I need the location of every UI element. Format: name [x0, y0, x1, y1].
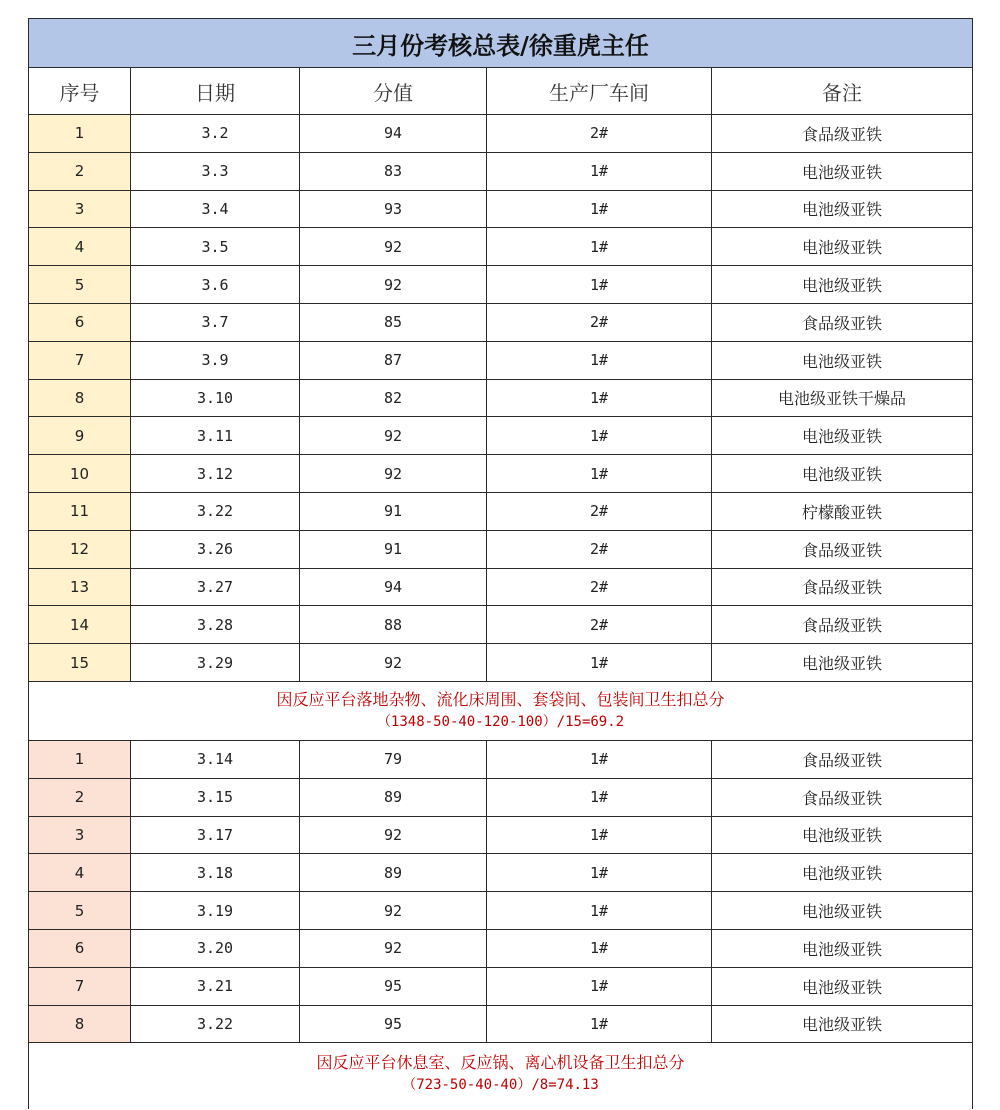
- row-note: 食品级亚铁: [712, 568, 973, 606]
- table-row: [29, 417, 973, 455]
- row-index: 8: [29, 379, 131, 417]
- table-row: [29, 455, 973, 493]
- row-note: 电池级亚铁: [712, 417, 973, 455]
- table-row: [29, 228, 973, 266]
- row-workshop: 1#: [487, 190, 712, 228]
- table-row: [29, 115, 973, 153]
- row-index: 1: [29, 740, 131, 778]
- row-note: 电池级亚铁: [712, 929, 973, 967]
- table-row: [29, 929, 973, 967]
- row-date: 3.17: [131, 816, 300, 854]
- row-note: 电池级亚铁: [712, 228, 973, 266]
- row-index: 12: [29, 530, 131, 568]
- table-row: [29, 303, 973, 341]
- row-workshop: 2#: [487, 492, 712, 530]
- assessment-table: [28, 18, 973, 1109]
- row-index: 3: [29, 190, 131, 228]
- row-date: 3.22: [131, 492, 300, 530]
- table-row: [29, 530, 973, 568]
- row-index: 15: [29, 644, 131, 682]
- row-score: 83: [300, 152, 487, 190]
- row-date: 3.12: [131, 455, 300, 493]
- row-index: 9: [29, 417, 131, 455]
- row-workshop: 1#: [487, 967, 712, 1005]
- row-index: 8: [29, 1005, 131, 1043]
- row-note: 电池级亚铁: [712, 854, 973, 892]
- row-note: 柠檬酸亚铁: [712, 492, 973, 530]
- row-workshop: 2#: [487, 303, 712, 341]
- row-note: 食品级亚铁: [712, 740, 973, 778]
- row-workshop: 1#: [487, 379, 712, 417]
- table-row: [29, 379, 973, 417]
- row-date: 3.10: [131, 379, 300, 417]
- row-index: 4: [29, 854, 131, 892]
- row-index: 2: [29, 778, 131, 816]
- table-row: [29, 967, 973, 1005]
- summary-formula: （723-50-40-40）/8=74.13: [402, 1077, 599, 1094]
- header-workshop: 生产厂车间: [487, 68, 712, 115]
- row-score: 92: [300, 266, 487, 304]
- row-date: 3.14: [131, 740, 300, 778]
- row-date: 3.20: [131, 929, 300, 967]
- row-score: 88: [300, 606, 487, 644]
- row-score: 91: [300, 530, 487, 568]
- row-workshop: 1#: [487, 644, 712, 682]
- row-note: 电池级亚铁: [712, 455, 973, 493]
- row-score: 92: [300, 228, 487, 266]
- row-index: 14: [29, 606, 131, 644]
- row-workshop: 2#: [487, 568, 712, 606]
- summary-row: [29, 681, 973, 740]
- table-row: [29, 816, 973, 854]
- row-score: 91: [300, 492, 487, 530]
- row-date: 3.28: [131, 606, 300, 644]
- row-score: 85: [300, 303, 487, 341]
- row-index: 10: [29, 455, 131, 493]
- row-score: 94: [300, 568, 487, 606]
- row-workshop: 1#: [487, 341, 712, 379]
- row-note: 食品级亚铁: [712, 778, 973, 816]
- row-date: 3.6: [131, 266, 300, 304]
- row-score: 94: [300, 115, 487, 153]
- row-score: 92: [300, 816, 487, 854]
- row-date: 3.19: [131, 892, 300, 930]
- row-score: 82: [300, 379, 487, 417]
- table-body: [29, 19, 973, 1110]
- row-score: 92: [300, 892, 487, 930]
- header-note: 备注: [712, 68, 973, 115]
- row-date: 3.22: [131, 1005, 300, 1043]
- row-score: 92: [300, 644, 487, 682]
- row-note: 电池级亚铁: [712, 341, 973, 379]
- row-workshop: 1#: [487, 740, 712, 778]
- row-note: 电池级亚铁干燥品: [712, 379, 973, 417]
- row-score: 92: [300, 417, 487, 455]
- header-date: 日期: [131, 68, 300, 115]
- row-index: 7: [29, 341, 131, 379]
- summary-row: [29, 1043, 973, 1110]
- table-row: [29, 778, 973, 816]
- row-index: 1: [29, 115, 131, 153]
- row-note: 电池级亚铁: [712, 266, 973, 304]
- row-workshop: 1#: [487, 854, 712, 892]
- row-workshop: 1#: [487, 816, 712, 854]
- row-workshop: 1#: [487, 778, 712, 816]
- row-note: 电池级亚铁: [712, 190, 973, 228]
- row-note: 电池级亚铁: [712, 816, 973, 854]
- row-date: 3.7: [131, 303, 300, 341]
- header-index: 序号: [29, 68, 131, 115]
- row-workshop: 2#: [487, 606, 712, 644]
- row-index: 4: [29, 228, 131, 266]
- row-index: 6: [29, 303, 131, 341]
- row-date: 3.29: [131, 644, 300, 682]
- row-workshop: 1#: [487, 152, 712, 190]
- table-row: [29, 190, 973, 228]
- row-date: 3.27: [131, 568, 300, 606]
- row-index: 7: [29, 967, 131, 1005]
- summary-text: 因反应平台落地杂物、流化床周围、套袋间、包装间卫生扣总分: [276, 689, 725, 709]
- table-row: [29, 341, 973, 379]
- row-score: 89: [300, 854, 487, 892]
- row-workshop: 1#: [487, 228, 712, 266]
- summary-note: [29, 1043, 973, 1110]
- row-workshop: 1#: [487, 455, 712, 493]
- row-index: 6: [29, 929, 131, 967]
- row-note: 电池级亚铁: [712, 1005, 973, 1043]
- row-score: 92: [300, 455, 487, 493]
- table-row: [29, 740, 973, 778]
- row-date: 3.18: [131, 854, 300, 892]
- row-note: 食品级亚铁: [712, 606, 973, 644]
- row-score: 79: [300, 740, 487, 778]
- row-workshop: 2#: [487, 530, 712, 568]
- table-row: [29, 606, 973, 644]
- row-note: 食品级亚铁: [712, 115, 973, 153]
- row-workshop: 1#: [487, 892, 712, 930]
- row-score: 93: [300, 190, 487, 228]
- assessment-sheet: [28, 18, 972, 1109]
- row-index: 3: [29, 816, 131, 854]
- row-score: 95: [300, 1005, 487, 1043]
- row-date: 3.3: [131, 152, 300, 190]
- table-row: [29, 266, 973, 304]
- row-date: 3.26: [131, 530, 300, 568]
- row-date: 3.5: [131, 228, 300, 266]
- row-score: 89: [300, 778, 487, 816]
- row-date: 3.9: [131, 341, 300, 379]
- table-row: [29, 644, 973, 682]
- row-note: 电池级亚铁: [712, 152, 973, 190]
- row-workshop: 1#: [487, 266, 712, 304]
- table-row: [29, 568, 973, 606]
- header-row: [29, 68, 973, 115]
- sheet-title: 三月份考核总表/徐重虎主任: [29, 19, 973, 68]
- header-score: 分值: [300, 68, 487, 115]
- row-date: 3.4: [131, 190, 300, 228]
- row-index: 13: [29, 568, 131, 606]
- summary-formula: （1348-50-40-120-100）/15=69.2: [376, 713, 625, 730]
- row-note: 电池级亚铁: [712, 892, 973, 930]
- row-index: 2: [29, 152, 131, 190]
- row-note: 食品级亚铁: [712, 530, 973, 568]
- table-row: [29, 492, 973, 530]
- table-row: [29, 1005, 973, 1043]
- row-workshop: 1#: [487, 929, 712, 967]
- row-date: 3.15: [131, 778, 300, 816]
- row-index: 5: [29, 266, 131, 304]
- row-workshop: 1#: [487, 417, 712, 455]
- table-row: [29, 892, 973, 930]
- table-row: [29, 152, 973, 190]
- row-date: 3.11: [131, 417, 300, 455]
- summary-text: 因反应平台休息室、反应锅、离心机设备卫生扣总分: [316, 1053, 685, 1073]
- row-index: 11: [29, 492, 131, 530]
- row-date: 3.21: [131, 967, 300, 1005]
- row-note: 电池级亚铁: [712, 644, 973, 682]
- row-note: 电池级亚铁: [712, 967, 973, 1005]
- row-score: 95: [300, 967, 487, 1005]
- row-score: 92: [300, 929, 487, 967]
- row-workshop: 1#: [487, 1005, 712, 1043]
- table-row: [29, 854, 973, 892]
- row-date: 3.2: [131, 115, 300, 153]
- row-score: 87: [300, 341, 487, 379]
- row-workshop: 2#: [487, 115, 712, 153]
- row-index: 5: [29, 892, 131, 930]
- row-note: 食品级亚铁: [712, 303, 973, 341]
- summary-note: [29, 681, 973, 740]
